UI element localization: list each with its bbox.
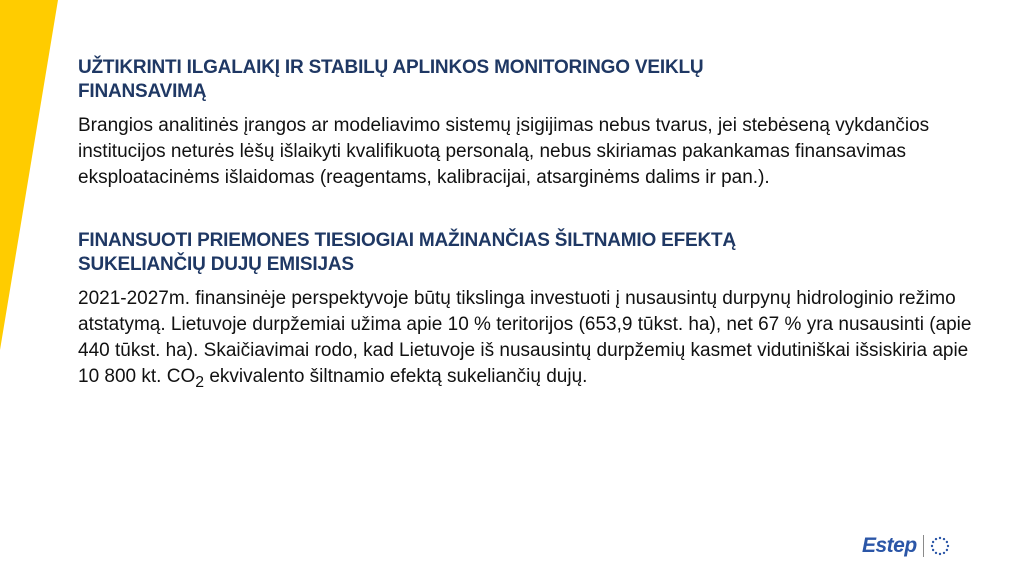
co2-subscript: 2 bbox=[195, 373, 205, 391]
eu-stars-icon bbox=[929, 535, 951, 557]
heading-line: UŽTIKRINTI ILGALAIKĮ IR STABILŲ APLINKOS MONITORINGO VEIKLŲ bbox=[78, 57, 704, 78]
estep-logo bbox=[862, 534, 951, 558]
logo-divider bbox=[923, 535, 924, 557]
section-heading bbox=[78, 56, 978, 104]
yellow-accent-shape bbox=[0, 0, 60, 576]
section-heading bbox=[78, 229, 978, 277]
body-text-part: ekvivalento šiltnamio efektą sukeliančių dujų. bbox=[204, 366, 588, 387]
section-body bbox=[78, 286, 978, 396]
body-text-part: 2021-2027m. finansinėje perspektyvoje būtų tikslinga investuoti į nusausintų durpynų hidrologinio režimo atstatymą. Lietuvoje durpžemiai užima apie 10 % teritorijos (653,9 tūkst. ha), net 67 % yra nusausinti (apie 440 tūkst. ha). Skaičiavimai rodo, kad Lietuvoje iš nusausintų durpžemių kasmet vidutiniškai išsiskiria apie 10 800 kt. CO bbox=[78, 288, 972, 387]
section-body: Brangios analitinės įrangos ar modeliavimo sistemų įsigijimas nebus tvarus, jei stebėseną vykdančios institucijos neturės lėšų išlaikyti kvalifikuotą personalą, nebus skiriamas pakankamas finansavimas eksploatacinėms išlaidomas (reagentams, kalibracijai, atsarginėms dalims ir pan.). bbox=[78, 115, 930, 188]
heading-line: FINANSAVIMĄ bbox=[78, 81, 207, 102]
slide-content bbox=[78, 56, 978, 396]
heading-line: FINANSUOTI PRIEMONES TIESIOGIAI MAŽINANČIAS ŠILTNAMIO EFEKTĄ bbox=[78, 230, 736, 251]
heading-line: SUKELIANČIŲ DUJŲ EMISIJAS bbox=[78, 254, 354, 275]
logo-text: Estep bbox=[862, 534, 917, 557]
section-monitoring-funding bbox=[78, 56, 978, 191]
section-emission-reduction bbox=[78, 229, 978, 396]
